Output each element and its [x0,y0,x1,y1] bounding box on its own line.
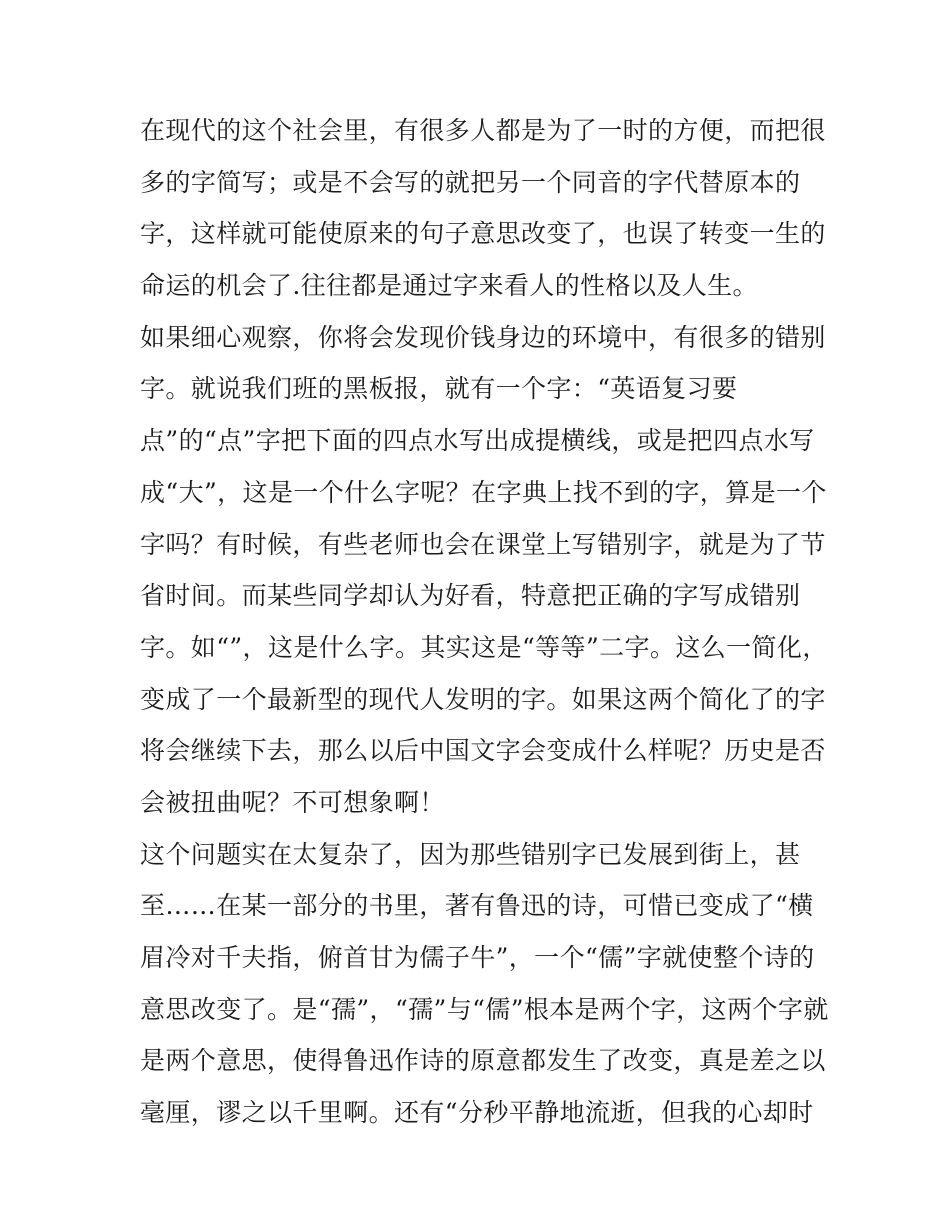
text-line: 变成了一个最新型的现代人发明的字。如果这两个简化了的字 [140,684,826,714]
text-line: 眉冷对千夫指，俯首甘为儒子牛”，一个“儒”字就使整个诗的 [140,943,815,972]
text-line: 字吗？有时候，有些老师也会在课堂上写错别字，就是为了节 [140,529,826,559]
text-line: 字。就说我们班的黑板报，就有一个字：“英语复习要 [140,374,738,404]
text-line: 至……在某一部分的书里，著有鲁迅的诗，可惜已变成了“横 [140,891,814,921]
text-line: 字。如“”，这是什么字。其实这是“等等”二字。这么一简化， [140,632,828,662]
text-line: 意思改变了。是“孺”，“孺”与“儒”根本是两个字，这两个字就 [140,994,829,1024]
text-line: 命运的机会了.往往都是通过字来看人的性格以及人生。 [140,271,758,301]
text-line: 会被扭曲呢？不可想象啊！ [140,787,445,817]
text-line: 字，这样就可能使原来的句子意思改变了，也误了转变一生的 [140,219,826,249]
text-line: 多的字简写；或是不会写的就把另一个同音的字代替原本的 [140,167,801,197]
text-line: 如果细心观察，你将会发现价钱身边的环境中，有很多的错别 [140,322,826,352]
text-line: 省时间。而某些同学却认为好看，特意把正确的字写成错别 [140,581,801,611]
text-line: 这个问题实在太复杂了，因为那些错别字已发展到街上，甚 [140,839,801,869]
text-line: 是两个意思，使得鲁迅作诗的原意都发生了改变，真是差之以 [140,1046,826,1076]
body-text [140,105,829,1139]
text-line: 在现代的这个社会里，有很多人都是为了一时的方便，而把很 [140,116,826,145]
text-line: 将会继续下去，那么以后中国文字会变成什么样呢？历史是否 [140,736,826,766]
text-line: 毫厘，谬之以千里啊。还有“分秒平静地流逝，但我的心却时 [140,1098,814,1128]
text-line: 点”的“点”字把下面的四点水写出成提横线，或是把四点水写 [140,426,815,456]
text-line: 成“大”，这是一个什么字呢？在字典上找不到的字，算是一个 [140,477,827,507]
